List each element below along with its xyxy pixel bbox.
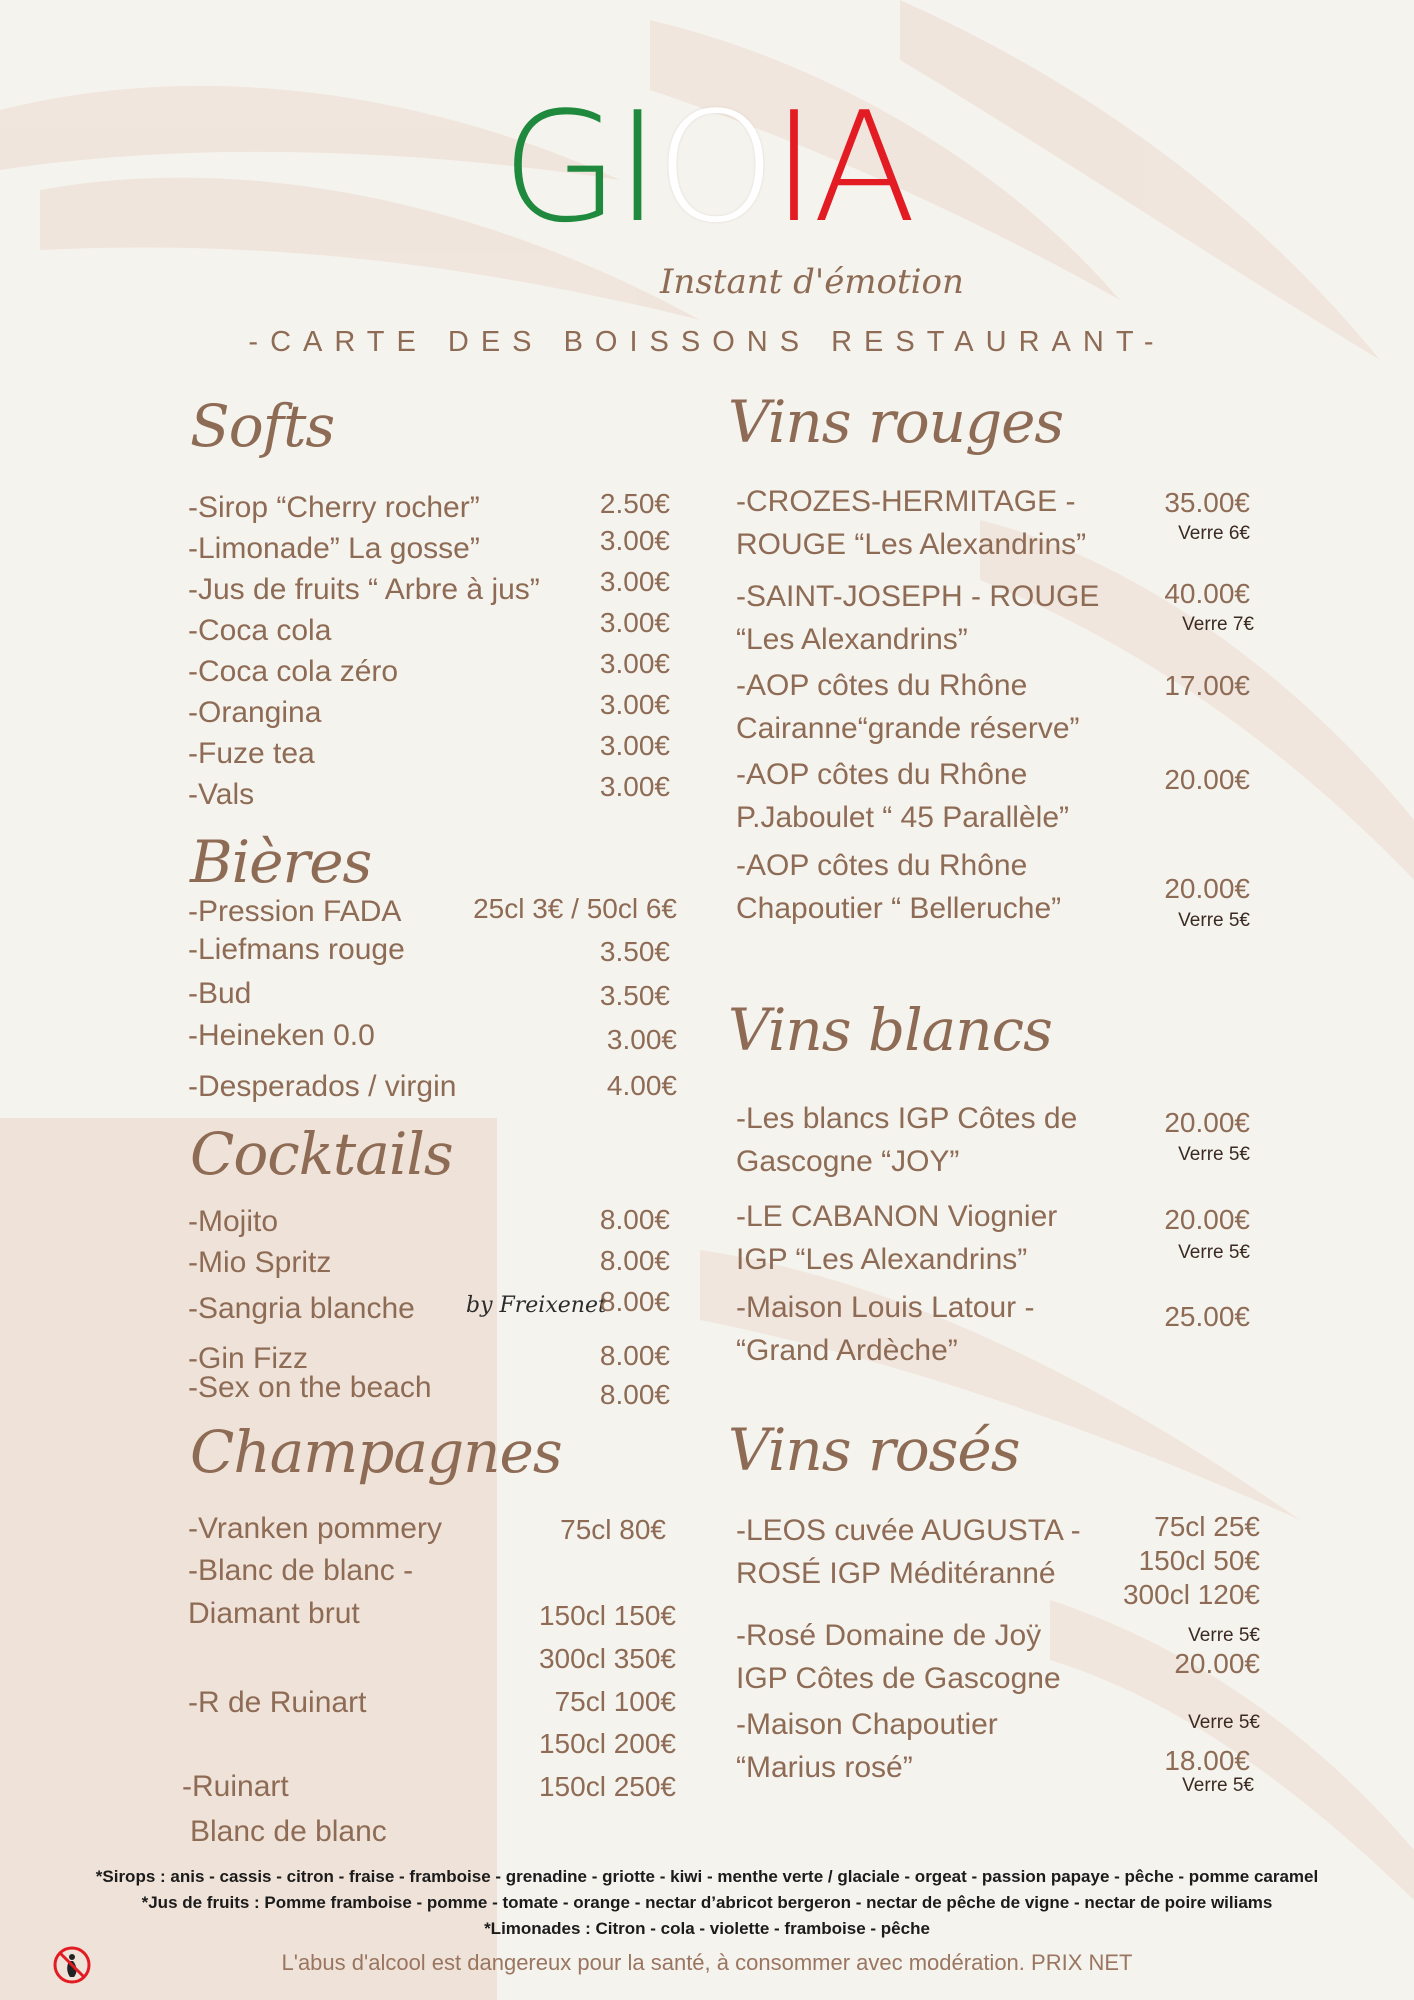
wine-price: 75cl 25€ — [1154, 1511, 1260, 1542]
wine-name-line2: ROUGE “Les Alexandrins” — [736, 528, 1087, 561]
list-item-name: -R de Ruinart — [188, 1686, 367, 1719]
wine-name-line1: -LE CABANON Viognier — [736, 1200, 1058, 1233]
list-item-price: 3.00€ — [599, 607, 670, 638]
list-item-price: 8.00€ — [599, 1286, 670, 1317]
list-item-name: -Fuze tea — [188, 737, 315, 770]
wine-name-line2: IGP “Les Alexandrins” — [736, 1243, 1028, 1276]
list-item-price: 150cl 150€ — [538, 1600, 676, 1631]
list-item-price: 8.00€ — [599, 1340, 670, 1371]
gioia-logo — [0, 79, 1414, 256]
tagline: Instant d'émotion — [660, 262, 964, 302]
wine-price: 20.00€ — [1164, 764, 1250, 795]
wine-name-line2: Cairanne“grande réserve” — [736, 712, 1080, 745]
list-item-price: 75cl 100€ — [554, 1686, 676, 1717]
list-item-name: -Liefmans rouge — [188, 933, 405, 966]
logo-letter-i: I — [615, 79, 657, 256]
list-item-price: 2.50€ — [599, 488, 670, 519]
logo-letter-g: G — [501, 79, 616, 256]
list-item-name: -Sirop “Cherry rocher” — [188, 491, 480, 524]
wine-name-line1: -Maison Chapoutier — [736, 1708, 998, 1741]
wine-name-line2: “Les Alexandrins” — [736, 623, 968, 656]
wine-price: 20.00€ — [1164, 873, 1250, 904]
list-item-price: 3.50€ — [599, 980, 670, 1011]
freixenet-byline: by Freixenet — [466, 1293, 607, 1318]
section-title-cocktails: Cocktails — [190, 1120, 453, 1188]
note-limonades: *Limonades : Citron - cola - violette - framboise - pêche — [484, 1919, 930, 1938]
list-item-name: -Bud — [188, 977, 252, 1010]
logo-letter-o: O — [656, 79, 772, 256]
note-sirops: *Sirops : anis - cassis - citron - fraise - framboise - grenadine - griotte - kiwi - menthe verte / glaciale - orgeat - passion papaye - pêche - pomme caramel — [95, 1867, 1319, 1886]
list-item-price: 3.00€ — [599, 771, 670, 802]
list-item-name: -Jus de fruits “ Arbre à jus” — [188, 573, 540, 606]
wine-price: 40.00€ — [1164, 578, 1250, 609]
wine-price: 35.00€ — [1164, 487, 1250, 518]
glass-price: Verre 5€ — [1188, 1625, 1260, 1646]
list-item-name: -Gin Fizz — [188, 1342, 308, 1375]
wine-price: 25.00€ — [1164, 1301, 1250, 1332]
glass-price: Verre 6€ — [1178, 523, 1250, 544]
menu-subtitle: -CARTE DES BOISSONS RESTAURANT- — [248, 326, 1166, 358]
list-item-name: -Heineken 0.0 — [188, 1019, 375, 1052]
logo-letter-a: A — [812, 79, 913, 256]
list-item-name: -Pression FADA — [188, 895, 402, 928]
list-item-name: -Mojito — [188, 1205, 279, 1238]
section-title-softs: Softs — [190, 392, 335, 460]
list-item-price: 3.00€ — [599, 730, 670, 761]
list-item-price: 150cl 200€ — [538, 1728, 676, 1759]
wine-name-line1: -LEOS cuvée AUGUSTA - — [736, 1514, 1081, 1547]
wine-name-line1: -AOP côtes du Rhône — [736, 849, 1028, 882]
list-item-name: -Orangina — [188, 696, 322, 729]
wine-name-line1: -Les blancs IGP Côtes de — [736, 1102, 1078, 1135]
list-item-name: -Coca cola zéro — [188, 655, 399, 688]
wine-name-line2: ROSÉ IGP Méditéranné — [736, 1557, 1056, 1590]
list-item-price: 8.00€ — [599, 1245, 670, 1276]
note-jus: *Jus de fruits : Pomme framboise - pomme - tomate - orange - nectar d’abricot bergeron - nectar de pêche de vigne - nectar de poire wiliams — [141, 1893, 1273, 1912]
section-title-vins-rouges: Vins rouges — [728, 388, 1064, 456]
wine-name-line2: Gascogne “JOY” — [736, 1145, 960, 1178]
list-item-name: -Vranken pommery — [188, 1512, 442, 1545]
wine-name-line2: P.Jaboulet “ 45 Parallèle” — [736, 801, 1069, 834]
list-item-price: 3.00€ — [599, 689, 670, 720]
section-title-vins-blancs: Vins blancs — [728, 996, 1052, 1064]
list-item-price: 4.00€ — [606, 1070, 677, 1101]
glass-price: Verre 5€ — [1178, 1242, 1250, 1263]
wine-name-line2: “Marius rosé” — [736, 1751, 913, 1784]
wine-name-line1: -SAINT-JOSEPH - ROUGE — [736, 580, 1100, 613]
list-item-name-line2: Blanc de blanc — [190, 1815, 387, 1848]
wine-price: 300cl 120€ — [1122, 1579, 1260, 1610]
list-item-name: -Desperados / virgin — [188, 1070, 457, 1103]
wine-price: 18.00€ — [1164, 1745, 1250, 1776]
section-title-champagnes: Champagnes — [190, 1418, 562, 1486]
wine-name-line1: -AOP côtes du Rhône — [736, 669, 1028, 702]
list-item-name: -Coca cola — [188, 614, 332, 647]
list-item-name: -Vals — [188, 778, 255, 811]
glass-price: Verre 5€ — [1178, 910, 1250, 931]
list-item-price: 3.00€ — [606, 1024, 677, 1055]
list-item-name: -Sangria blanche — [188, 1292, 415, 1325]
section-title-vins-roses: Vins rosés — [728, 1416, 1020, 1484]
wine-name-line2: IGP Côtes de Gascogne — [736, 1662, 1061, 1695]
list-item-price: 3.00€ — [599, 566, 670, 597]
glass-price: Verre 7€ — [1182, 614, 1254, 635]
wine-price: 20.00€ — [1164, 1204, 1250, 1235]
list-item-name: -Blanc de blanc - — [188, 1554, 414, 1587]
list-item-price: 3.00€ — [599, 648, 670, 679]
list-item-price: 75cl 80€ — [560, 1514, 666, 1545]
list-item-price: 150cl 250€ — [538, 1771, 676, 1802]
list-item-price: 8.00€ — [599, 1379, 670, 1410]
section-title-bieres: Bières — [190, 828, 372, 896]
wine-name-line2: “Grand Ardèche” — [736, 1334, 958, 1367]
wine-price: 17.00€ — [1164, 670, 1250, 701]
glass-price: Verre 5€ — [1178, 1144, 1250, 1165]
list-item-price: 8.00€ — [599, 1204, 670, 1235]
logo-letter-i2: I — [771, 79, 813, 256]
list-item-name: -Ruinart — [182, 1770, 289, 1803]
wine-name-line1: -Maison Louis Latour - — [736, 1291, 1035, 1324]
wine-name-line2: Chapoutier “ Belleruche” — [736, 892, 1062, 925]
list-item-price: 3.00€ — [599, 525, 670, 556]
wine-name-line1: -CROZES-HERMITAGE - — [736, 485, 1076, 518]
list-item-price: 300cl 350€ — [538, 1643, 676, 1674]
list-item-name: -Sex on the beach — [188, 1371, 432, 1404]
list-item-price: 25cl 3€ / 50cl 6€ — [473, 893, 677, 924]
list-item-price: 3.50€ — [599, 936, 670, 967]
wine-name-line1: -AOP côtes du Rhône — [736, 758, 1028, 791]
footer-legal-note: L'abus d'alcool est dangereux pour la santé, à consommer avec modération. PRIX NET — [281, 1950, 1133, 1975]
list-item-name: -Limonade” La gosse” — [188, 532, 480, 565]
glass-price: Verre 5€ — [1188, 1712, 1260, 1733]
wine-price: 20.00€ — [1164, 1107, 1250, 1138]
glass-price: Verre 5€ — [1182, 1775, 1254, 1796]
wine-price: 20.00€ — [1174, 1648, 1260, 1679]
list-item-name-line2: Diamant brut — [188, 1597, 360, 1630]
wine-name-line1: -Rosé Domaine de Joÿ — [736, 1619, 1042, 1652]
wine-price: 150cl 50€ — [1138, 1545, 1260, 1576]
list-item-name: -Mio Spritz — [188, 1246, 332, 1279]
